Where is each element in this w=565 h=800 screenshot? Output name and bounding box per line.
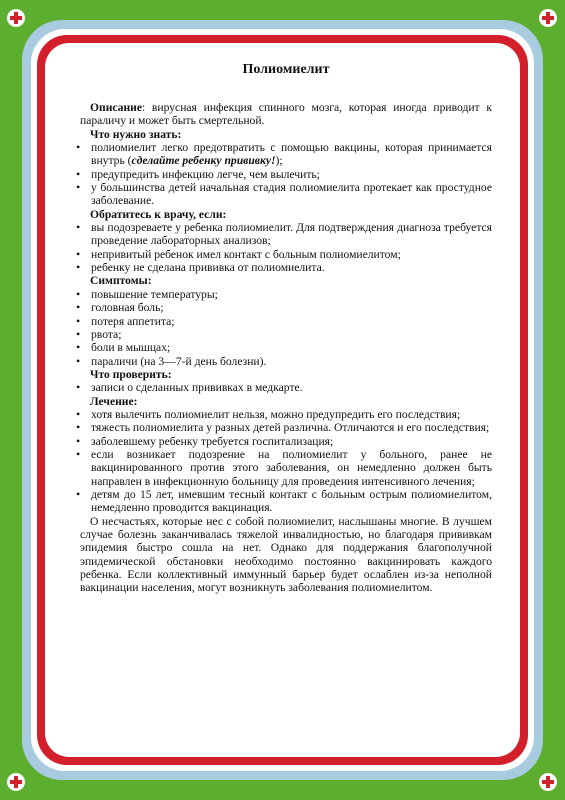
list-item: • полиомиелит легко предотвратить с помощью вакцины, которая принимается внутрь (сделайте ребенку прививку!); bbox=[80, 141, 492, 168]
list-item: • непривитый ребенок имел контакт с больным полиомиелитом; bbox=[80, 248, 492, 261]
doctor-list bbox=[80, 221, 492, 274]
description-paragraph bbox=[80, 101, 492, 128]
know-list bbox=[80, 141, 492, 208]
list-item: • если возникает подозрение на полиомиелит у больного, ранее не вакцинированного против этого заболевания, он немедленно должен быть направлен в инфекционную больницу для проведения интенсивного лечения; bbox=[80, 448, 492, 488]
medical-cross-icon bbox=[539, 9, 557, 27]
emphasis-text: сделайте ребенку прививку! bbox=[131, 154, 276, 168]
list-item: • потеря аппетита; bbox=[80, 315, 492, 328]
medical-cross-icon bbox=[539, 773, 557, 791]
document-content bbox=[80, 62, 492, 595]
list-item: • повышение температуры; bbox=[80, 288, 492, 301]
list-item: • рвота; bbox=[80, 328, 492, 341]
list-item: • детям до 15 лет, имевшим тесный контакт с больным острым полиомиелитом, немедленно проводится вакцинация. bbox=[80, 488, 492, 515]
symptoms-header: Симптомы: bbox=[90, 274, 152, 288]
list-item: • головная боль; bbox=[80, 301, 492, 314]
list-item: • хотя вылечить полиомиелит нельзя, можно предупредить его последствия; bbox=[80, 408, 492, 421]
closing-paragraph: О несчастьях, которые нес с собой полиомиелит, наслышаны многие. В лучшем случае болезнь заканчивалась тяжелой инвалидностью, но благодаря прививкам эпидемия быстро сошла на нет. Однако для поддержания благополучной эпидемической обстановки необходимо постоянно вакцинировать каждого ребенка. Если коллективный иммунный барьер будет ослаблен из-за неполной вакцинации населения, могут возникнуть заболевания полиомиелитом. bbox=[80, 514, 492, 595]
medical-cross-icon bbox=[7, 9, 25, 27]
symptoms-list bbox=[80, 288, 492, 368]
description-text: : вирусная инфекция спинного мозга, которая иногда приводит к параличу и может быть смертельной. bbox=[80, 101, 492, 128]
page-title: Полиомиелит bbox=[242, 62, 330, 77]
check-list bbox=[80, 381, 492, 394]
list-item: • вы подозреваете у ребенка полиомиелит. Для подтверждения диагноза требуется проведение лабораторных анализов; bbox=[80, 221, 492, 248]
medical-cross-icon bbox=[7, 773, 25, 791]
list-item: • параличи (на 3—7-й день болезни). bbox=[80, 355, 492, 368]
list-item: • ребенку не сделана прививка от полиомиелита. bbox=[80, 261, 492, 274]
list-item: • боли в мышцах; bbox=[80, 341, 492, 354]
list-item: • заболевшему ребенку требуется госпитализация; bbox=[80, 435, 492, 448]
treatment-header: Лечение: bbox=[90, 394, 138, 408]
list-item: • у большинства детей начальная стадия полиомиелита протекает как простудное заболевание. bbox=[80, 181, 492, 208]
check-header: Что проверить: bbox=[90, 367, 172, 381]
description-label: Описание bbox=[90, 101, 142, 114]
know-header: Что нужно знать: bbox=[90, 127, 182, 141]
list-item: • записи о сделанных прививках в медкарте. bbox=[80, 381, 492, 394]
doctor-header: Обратитесь к врачу, если: bbox=[90, 207, 227, 221]
list-item: • предупредить инфекцию легче, чем вылечить; bbox=[80, 168, 492, 181]
list-item: • тяжесть полиомиелита у разных детей различна. Отличаются и его последствия; bbox=[80, 421, 492, 434]
treatment-list bbox=[80, 408, 492, 515]
